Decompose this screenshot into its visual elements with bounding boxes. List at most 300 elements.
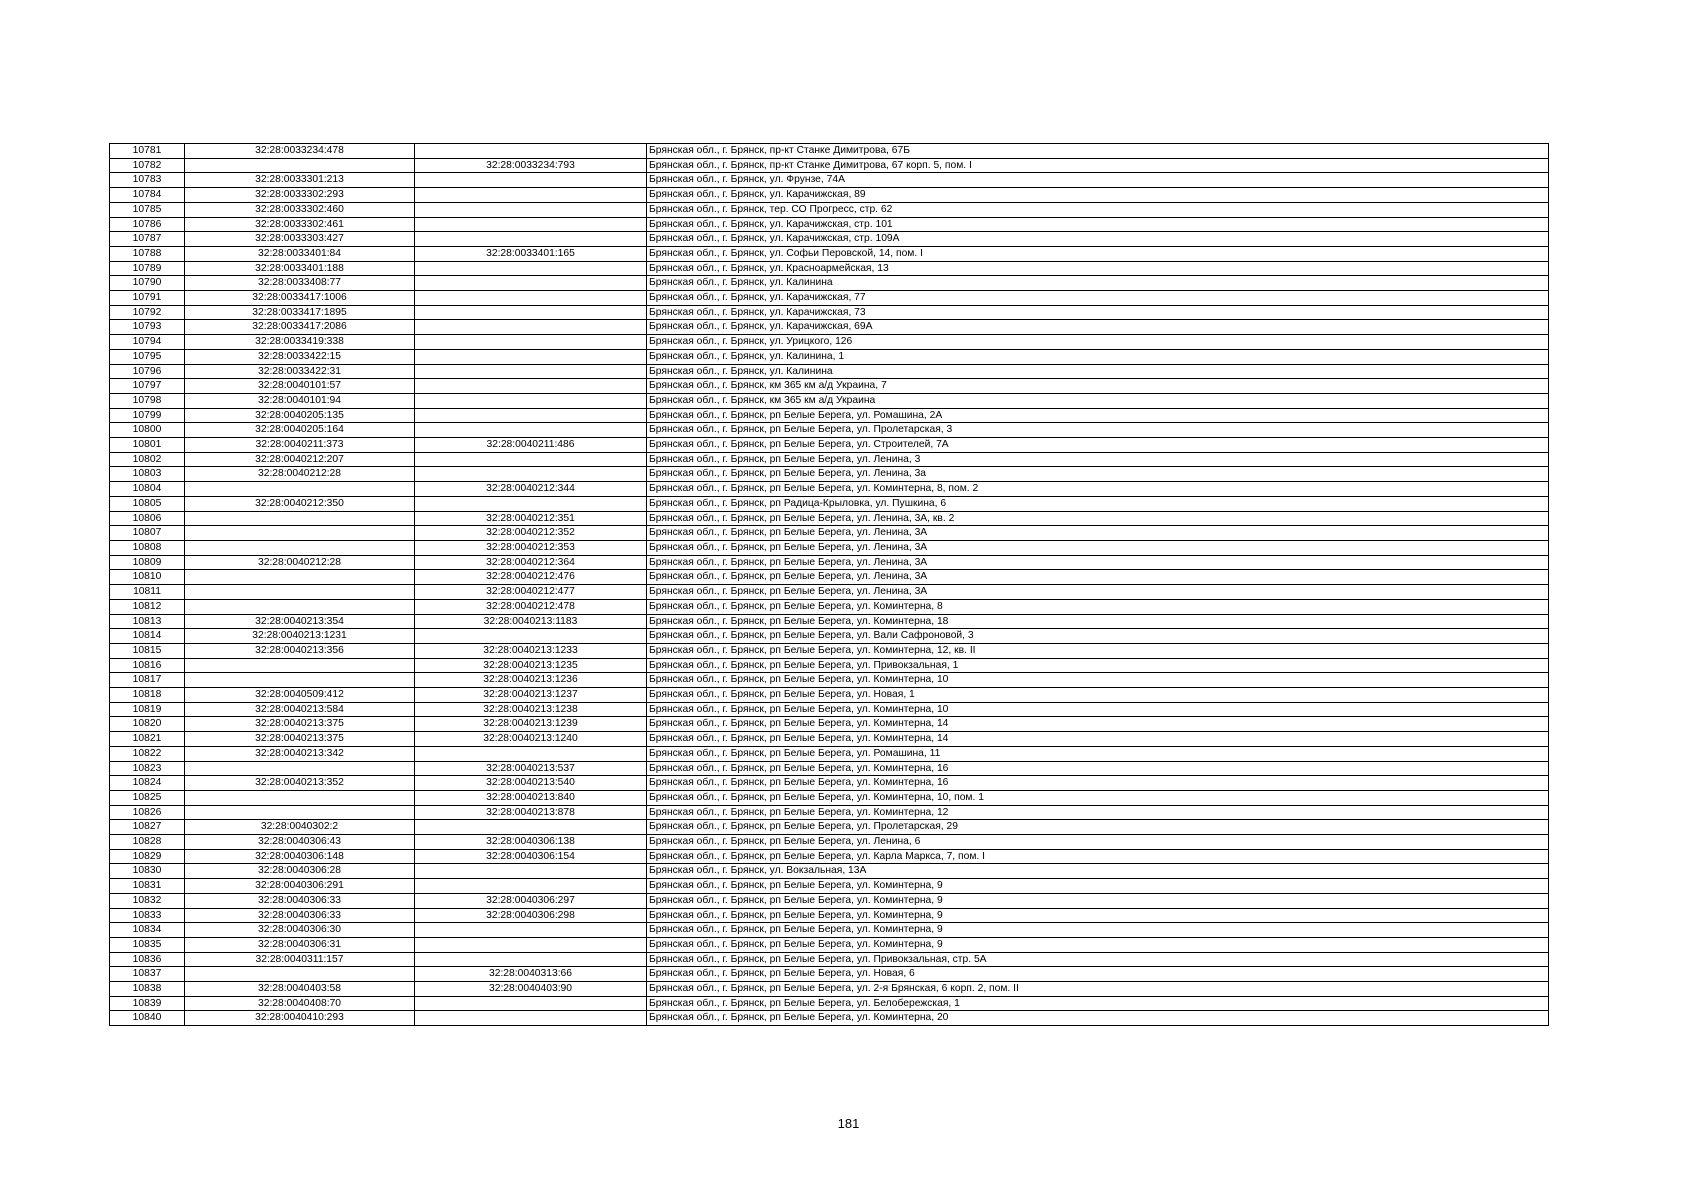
land-cadastral-number-cell: 32:28:0040311:157 <box>185 952 415 967</box>
address-cell: Брянская обл., г. Брянск, рп Белые Берега, ул. Белобережская, 1 <box>647 996 1549 1011</box>
table-row <box>110 893 1549 908</box>
address-cell: Брянская обл., г. Брянск, рп Белые Берега, ул. Ленина, 3А <box>647 585 1549 600</box>
building-cadastral-number-cell <box>415 276 647 291</box>
building-cadastral-number-cell: 32:28:0040306:154 <box>415 849 647 864</box>
land-cadastral-number-cell: 32:28:0040212:207 <box>185 452 415 467</box>
land-cadastral-number-cell: 32:28:0040302:2 <box>185 820 415 835</box>
land-cadastral-number-cell: 32:28:0033417:1006 <box>185 291 415 306</box>
address-cell: Брянская обл., г. Брянск, рп Белые Берега, ул. Ленина, 3А <box>647 555 1549 570</box>
row-number-cell: 10789 <box>110 261 185 276</box>
land-cadastral-number-cell: 32:28:0040205:135 <box>185 408 415 423</box>
building-cadastral-number-cell <box>415 864 647 879</box>
building-cadastral-number-cell: 32:28:0040213:1239 <box>415 717 647 732</box>
table-row <box>110 702 1549 717</box>
building-cadastral-number-cell <box>415 232 647 247</box>
address-cell: Брянская обл., г. Брянск, рп Белые Берега, ул. Коминтерна, 18 <box>647 614 1549 629</box>
row-number-cell: 10792 <box>110 305 185 320</box>
table-row <box>110 967 1549 982</box>
address-cell: Брянская обл., г. Брянск, рп Белые Берега, ул. Новая, 1 <box>647 688 1549 703</box>
address-cell: Брянская обл., г. Брянск, рп Белые Берега, ул. Новая, 6 <box>647 967 1549 982</box>
land-cadastral-number-cell: 32:28:0040213:356 <box>185 643 415 658</box>
land-cadastral-number-cell: 32:28:0040212:28 <box>185 555 415 570</box>
building-cadastral-number-cell <box>415 261 647 276</box>
table-row <box>110 320 1549 335</box>
address-cell: Брянская обл., г. Брянск, рп Белые Берега, ул. Ленина, 3А, кв. 2 <box>647 511 1549 526</box>
table-row <box>110 658 1549 673</box>
building-cadastral-number-cell <box>415 364 647 379</box>
land-cadastral-number-cell: 32:28:0040408:70 <box>185 996 415 1011</box>
address-cell: Брянская обл., г. Брянск, ул. Карачижская, 73 <box>647 305 1549 320</box>
row-number-cell: 10794 <box>110 335 185 350</box>
address-cell: Брянская обл., г. Брянск, рп Белые Берега, ул. Коминтерна, 12 <box>647 805 1549 820</box>
building-cadastral-number-cell: 32:28:0040213:840 <box>415 790 647 805</box>
building-cadastral-number-cell: 32:28:0040213:1233 <box>415 643 647 658</box>
land-cadastral-number-cell <box>185 158 415 173</box>
table-row <box>110 849 1549 864</box>
row-number-cell: 10788 <box>110 246 185 261</box>
address-cell: Брянская обл., г. Брянск, рп Белые Берега, ул. Коминтерна, 10, пом. 1 <box>647 790 1549 805</box>
table-row <box>110 908 1549 923</box>
land-cadastral-number-cell <box>185 570 415 585</box>
building-cadastral-number-cell: 32:28:0033401:165 <box>415 246 647 261</box>
land-cadastral-number-cell: 32:28:0040212:350 <box>185 496 415 511</box>
land-cadastral-number-cell: 32:28:0033419:338 <box>185 335 415 350</box>
table-row <box>110 629 1549 644</box>
row-number-cell: 10825 <box>110 790 185 805</box>
building-cadastral-number-cell: 32:28:0040213:537 <box>415 761 647 776</box>
address-cell: Брянская обл., г. Брянск, рп Белые Берега, ул. Привокзальная, стр. 5А <box>647 952 1549 967</box>
building-cadastral-number-cell: 32:28:0040212:353 <box>415 540 647 555</box>
table-row <box>110 673 1549 688</box>
address-cell: Брянская обл., г. Брянск, ул. Калинина <box>647 364 1549 379</box>
address-cell: Брянская обл., г. Брянск, рп Белые Берега, ул. Коминтерна, 16 <box>647 776 1549 791</box>
table-row <box>110 452 1549 467</box>
land-cadastral-number-cell <box>185 482 415 497</box>
table-row <box>110 261 1549 276</box>
row-number-cell: 10797 <box>110 379 185 394</box>
building-cadastral-number-cell <box>415 952 647 967</box>
address-cell: Брянская обл., г. Брянск, рп Белые Берега, ул. 2-я Брянская, 6 корп. 2, пом. II <box>647 982 1549 997</box>
land-cadastral-number-cell: 32:28:0040306:30 <box>185 923 415 938</box>
table-row <box>110 349 1549 364</box>
row-number-cell: 10835 <box>110 937 185 952</box>
address-cell: Брянская обл., г. Брянск, рп Белые Берега, ул. Коминтерна, 14 <box>647 732 1549 747</box>
table-row <box>110 246 1549 261</box>
land-cadastral-number-cell: 32:28:0033401:188 <box>185 261 415 276</box>
table-row <box>110 820 1549 835</box>
row-number-cell: 10830 <box>110 864 185 879</box>
land-cadastral-number-cell <box>185 585 415 600</box>
land-cadastral-number-cell <box>185 540 415 555</box>
address-cell: Брянская обл., г. Брянск, ул. Фрунзе, 74А <box>647 173 1549 188</box>
building-cadastral-number-cell: 32:28:0040213:1236 <box>415 673 647 688</box>
page-number: 181 <box>837 1116 860 1131</box>
building-cadastral-number-cell: 32:28:0040313:66 <box>415 967 647 982</box>
land-cadastral-number-cell: 32:28:0040410:293 <box>185 1011 415 1026</box>
row-number-cell: 10820 <box>110 717 185 732</box>
land-cadastral-number-cell: 32:28:0040211:373 <box>185 438 415 453</box>
row-number-cell: 10824 <box>110 776 185 791</box>
address-cell: Брянская обл., г. Брянск, км 365 км а/д Украина, 7 <box>647 379 1549 394</box>
row-number-cell: 10806 <box>110 511 185 526</box>
table-row <box>110 482 1549 497</box>
address-cell: Брянская обл., г. Брянск, ул. Карачижская, 69А <box>647 320 1549 335</box>
land-cadastral-number-cell: 32:28:0033234:478 <box>185 144 415 159</box>
address-cell: Брянская обл., г. Брянск, рп Белые Берега, ул. Коминтерна, 9 <box>647 923 1549 938</box>
building-cadastral-number-cell: 32:28:0040212:477 <box>415 585 647 600</box>
row-number-cell: 10807 <box>110 526 185 541</box>
row-number-cell: 10838 <box>110 982 185 997</box>
address-cell: Брянская обл., г. Брянск, пр-кт Станке Димитрова, 67 корп. 5, пом. I <box>647 158 1549 173</box>
building-cadastral-number-cell <box>415 452 647 467</box>
land-cadastral-number-cell: 32:28:0033417:2086 <box>185 320 415 335</box>
table-row <box>110 614 1549 629</box>
building-cadastral-number-cell: 32:28:0040213:1237 <box>415 688 647 703</box>
table-row <box>110 688 1549 703</box>
table-row <box>110 379 1549 394</box>
address-cell: Брянская обл., г. Брянск, ул. Карачижская, 89 <box>647 188 1549 203</box>
land-cadastral-number-cell <box>185 658 415 673</box>
land-cadastral-number-cell: 32:28:0040306:31 <box>185 937 415 952</box>
row-number-cell: 10799 <box>110 408 185 423</box>
table-row <box>110 511 1549 526</box>
address-cell: Брянская обл., г. Брянск, рп Белые Берега, ул. Коминтерна, 10 <box>647 673 1549 688</box>
building-cadastral-number-cell <box>415 629 647 644</box>
table-row <box>110 805 1549 820</box>
building-cadastral-number-cell <box>415 923 647 938</box>
building-cadastral-number-cell <box>415 820 647 835</box>
row-number-cell: 10785 <box>110 202 185 217</box>
building-cadastral-number-cell: 32:28:0040306:138 <box>415 835 647 850</box>
land-cadastral-number-cell: 32:28:0040306:33 <box>185 893 415 908</box>
row-number-cell: 10808 <box>110 540 185 555</box>
address-cell: Брянская обл., г. Брянск, рп Белые Берега, ул. Ленина, 3 <box>647 452 1549 467</box>
table-row <box>110 232 1549 247</box>
building-cadastral-number-cell: 32:28:0040213:878 <box>415 805 647 820</box>
row-number-cell: 10840 <box>110 1011 185 1026</box>
address-cell: Брянская обл., г. Брянск, рп Белые Берега, ул. Привокзальная, 1 <box>647 658 1549 673</box>
building-cadastral-number-cell <box>415 349 647 364</box>
address-cell: Брянская обл., г. Брянск, рп Белые Берега, ул. Вали Сафроновой, 3 <box>647 629 1549 644</box>
building-cadastral-number-cell <box>415 937 647 952</box>
row-number-cell: 10818 <box>110 688 185 703</box>
building-cadastral-number-cell <box>415 1011 647 1026</box>
address-cell: Брянская обл., г. Брянск, рп Белые Берега, ул. Коминтерна, 10 <box>647 702 1549 717</box>
address-cell: Брянская обл., г. Брянск, ул. Урицкого, 126 <box>647 335 1549 350</box>
building-cadastral-number-cell: 32:28:0040213:1240 <box>415 732 647 747</box>
land-cadastral-number-cell: 32:28:0040101:57 <box>185 379 415 394</box>
land-cadastral-number-cell: 32:28:0033422:31 <box>185 364 415 379</box>
table-row <box>110 188 1549 203</box>
building-cadastral-number-cell: 32:28:0040213:540 <box>415 776 647 791</box>
land-cadastral-number-cell: 32:28:0033301:213 <box>185 173 415 188</box>
building-cadastral-number-cell <box>415 423 647 438</box>
address-cell: Брянская обл., г. Брянск, ул. Софьи Перовской, 14, пом. I <box>647 246 1549 261</box>
building-cadastral-number-cell: 32:28:0040213:1238 <box>415 702 647 717</box>
row-number-cell: 10817 <box>110 673 185 688</box>
land-cadastral-number-cell: 32:28:0033302:460 <box>185 202 415 217</box>
table-row <box>110 467 1549 482</box>
table-row <box>110 937 1549 952</box>
row-number-cell: 10827 <box>110 820 185 835</box>
table-row <box>110 364 1549 379</box>
table-row <box>110 202 1549 217</box>
building-cadastral-number-cell <box>415 996 647 1011</box>
building-cadastral-number-cell <box>415 291 647 306</box>
table-row <box>110 599 1549 614</box>
table-row <box>110 879 1549 894</box>
building-cadastral-number-cell <box>415 467 647 482</box>
table-row <box>110 276 1549 291</box>
building-cadastral-number-cell <box>415 202 647 217</box>
land-cadastral-number-cell: 32:28:0040306:148 <box>185 849 415 864</box>
land-cadastral-number-cell: 32:28:0040306:33 <box>185 908 415 923</box>
address-cell: Брянская обл., г. Брянск, рп Белые Берега, ул. Коминтерна, 9 <box>647 937 1549 952</box>
building-cadastral-number-cell: 32:28:0040213:1183 <box>415 614 647 629</box>
row-number-cell: 10829 <box>110 849 185 864</box>
address-cell: Брянская обл., г. Брянск, рп Белые Берега, ул. Ленина, 3А <box>647 570 1549 585</box>
row-number-cell: 10831 <box>110 879 185 894</box>
address-cell: Брянская обл., г. Брянск, ул. Калинина, 1 <box>647 349 1549 364</box>
table-row <box>110 526 1549 541</box>
building-cadastral-number-cell <box>415 496 647 511</box>
table-row <box>110 496 1549 511</box>
address-cell: Брянская обл., г. Брянск, рп Белые Берега, ул. Коминтерна, 8 <box>647 599 1549 614</box>
table-row <box>110 746 1549 761</box>
address-cell: Брянская обл., г. Брянск, рп Белые Берега, ул. Ромашина, 2А <box>647 408 1549 423</box>
land-cadastral-number-cell: 32:28:0033302:293 <box>185 188 415 203</box>
row-number-cell: 10826 <box>110 805 185 820</box>
building-cadastral-number-cell <box>415 188 647 203</box>
table-row <box>110 408 1549 423</box>
building-cadastral-number-cell: 32:28:0040212:476 <box>415 570 647 585</box>
row-number-cell: 10786 <box>110 217 185 232</box>
address-cell: Брянская обл., г. Брянск, рп Белые Берега, ул. Ленина, 3А <box>647 526 1549 541</box>
row-number-cell: 10814 <box>110 629 185 644</box>
address-cell: Брянская обл., г. Брянск, рп Белые Берега, ул. Строителей, 7А <box>647 438 1549 453</box>
land-cadastral-number-cell <box>185 967 415 982</box>
land-cadastral-number-cell: 32:28:0033401:84 <box>185 246 415 261</box>
row-number-cell: 10782 <box>110 158 185 173</box>
land-cadastral-number-cell: 32:28:0033408:77 <box>185 276 415 291</box>
row-number-cell: 10787 <box>110 232 185 247</box>
row-number-cell: 10815 <box>110 643 185 658</box>
land-cadastral-number-cell: 32:28:0033417:1895 <box>185 305 415 320</box>
table-row <box>110 423 1549 438</box>
land-cadastral-number-cell: 32:28:0040509:412 <box>185 688 415 703</box>
land-cadastral-number-cell <box>185 526 415 541</box>
address-cell: Брянская обл., г. Брянск, рп Белые Берега, ул. Ленина, 3а <box>647 467 1549 482</box>
land-cadastral-number-cell: 32:28:0040101:94 <box>185 393 415 408</box>
row-number-cell: 10823 <box>110 761 185 776</box>
address-cell: Брянская обл., г. Брянск, рп Белые Берега, ул. Коминтерна, 8, пом. 2 <box>647 482 1549 497</box>
row-number-cell: 10812 <box>110 599 185 614</box>
row-number-cell: 10783 <box>110 173 185 188</box>
land-cadastral-number-cell <box>185 805 415 820</box>
row-number-cell: 10801 <box>110 438 185 453</box>
land-cadastral-number-cell: 32:28:0040213:584 <box>185 702 415 717</box>
address-cell: Брянская обл., г. Брянск, ул. Вокзальная, 13А <box>647 864 1549 879</box>
table-row <box>110 776 1549 791</box>
address-cell: Брянская обл., г. Брянск, рп Белые Берега, ул. Ромашина, 11 <box>647 746 1549 761</box>
table-row <box>110 982 1549 997</box>
table-row <box>110 643 1549 658</box>
land-cadastral-number-cell: 32:28:0033302:461 <box>185 217 415 232</box>
row-number-cell: 10813 <box>110 614 185 629</box>
address-cell: Брянская обл., г. Брянск, рп Белые Берега, ул. Ленина, 6 <box>647 835 1549 850</box>
row-number-cell: 10833 <box>110 908 185 923</box>
address-cell: Брянская обл., г. Брянск, рп Белые Берега, ул. Коминтерна, 9 <box>647 879 1549 894</box>
building-cadastral-number-cell: 32:28:0040212:364 <box>415 555 647 570</box>
land-cadastral-number-cell: 32:28:0040213:342 <box>185 746 415 761</box>
row-number-cell: 10837 <box>110 967 185 982</box>
row-number-cell: 10834 <box>110 923 185 938</box>
building-cadastral-number-cell <box>415 335 647 350</box>
row-number-cell: 10822 <box>110 746 185 761</box>
address-cell: Брянская обл., г. Брянск, ул. Калинина <box>647 276 1549 291</box>
table-row <box>110 835 1549 850</box>
address-cell: Брянская обл., г. Брянск, ул. Карачижская, стр. 109А <box>647 232 1549 247</box>
building-cadastral-number-cell <box>415 217 647 232</box>
address-cell: Брянская обл., г. Брянск, ул. Красноармейская, 13 <box>647 261 1549 276</box>
row-number-cell: 10819 <box>110 702 185 717</box>
building-cadastral-number-cell: 32:28:0033234:793 <box>415 158 647 173</box>
row-number-cell: 10802 <box>110 452 185 467</box>
row-number-cell: 10790 <box>110 276 185 291</box>
table-row <box>110 438 1549 453</box>
building-cadastral-number-cell: 32:28:0040212:344 <box>415 482 647 497</box>
address-cell: Брянская обл., г. Брянск, рп Белые Берега, ул. Коминтерна, 14 <box>647 717 1549 732</box>
row-number-cell: 10803 <box>110 467 185 482</box>
building-cadastral-number-cell <box>415 144 647 159</box>
address-cell: Брянская обл., г. Брянск, рп Белые Берега, ул. Карла Маркса, 7, пом. I <box>647 849 1549 864</box>
address-cell: Брянская обл., г. Брянск, рп Белые Берега, ул. Коминтерна, 12, кв. II <box>647 643 1549 658</box>
table-row <box>110 1011 1549 1026</box>
table-row <box>110 217 1549 232</box>
address-cell: Брянская обл., г. Брянск, рп Белые Берега, ул. Ленина, 3А <box>647 540 1549 555</box>
land-cadastral-number-cell: 32:28:0040306:291 <box>185 879 415 894</box>
table-row <box>110 923 1549 938</box>
address-cell: Брянская обл., г. Брянск, рп Белые Берега, ул. Пролетарская, 3 <box>647 423 1549 438</box>
building-cadastral-number-cell <box>415 320 647 335</box>
register-table-body <box>110 144 1549 1026</box>
land-cadastral-number-cell: 32:28:0040205:164 <box>185 423 415 438</box>
address-cell: Брянская обл., г. Брянск, км 365 км а/д Украина <box>647 393 1549 408</box>
row-number-cell: 10832 <box>110 893 185 908</box>
row-number-cell: 10809 <box>110 555 185 570</box>
land-cadastral-number-cell <box>185 511 415 526</box>
building-cadastral-number-cell: 32:28:0040212:351 <box>415 511 647 526</box>
land-cadastral-number-cell: 32:28:0033303:427 <box>185 232 415 247</box>
land-cadastral-number-cell: 32:28:0033422:15 <box>185 349 415 364</box>
building-cadastral-number-cell <box>415 379 647 394</box>
table-row <box>110 585 1549 600</box>
row-number-cell: 10798 <box>110 393 185 408</box>
address-cell: Брянская обл., г. Брянск, ул. Карачижская, стр. 101 <box>647 217 1549 232</box>
address-cell: Брянская обл., г. Брянск, рп Белые Берега, ул. Пролетарская, 29 <box>647 820 1549 835</box>
table-row <box>110 555 1549 570</box>
row-number-cell: 10800 <box>110 423 185 438</box>
land-cadastral-number-cell: 32:28:0040403:58 <box>185 982 415 997</box>
building-cadastral-number-cell <box>415 408 647 423</box>
address-cell: Брянская обл., г. Брянск, рп Белые Берега, ул. Коминтерна, 16 <box>647 761 1549 776</box>
land-cadastral-number-cell <box>185 599 415 614</box>
address-cell: Брянская обл., г. Брянск, ул. Карачижская, 77 <box>647 291 1549 306</box>
building-cadastral-number-cell <box>415 393 647 408</box>
table-row <box>110 173 1549 188</box>
row-number-cell: 10805 <box>110 496 185 511</box>
table-row <box>110 540 1549 555</box>
table-row <box>110 864 1549 879</box>
table-row <box>110 144 1549 159</box>
row-number-cell: 10839 <box>110 996 185 1011</box>
address-cell: Брянская обл., г. Брянск, рп Белые Берега, ул. Коминтерна, 9 <box>647 893 1549 908</box>
building-cadastral-number-cell: 32:28:0040212:478 <box>415 599 647 614</box>
table-row <box>110 732 1549 747</box>
table-row <box>110 305 1549 320</box>
table-row <box>110 717 1549 732</box>
table-row <box>110 790 1549 805</box>
building-cadastral-number-cell <box>415 879 647 894</box>
property-register-table <box>109 143 1549 1026</box>
land-cadastral-number-cell <box>185 673 415 688</box>
row-number-cell: 10795 <box>110 349 185 364</box>
address-cell: Брянская обл., г. Брянск, рп Белые Берега, ул. Коминтерна, 9 <box>647 908 1549 923</box>
building-cadastral-number-cell: 32:28:0040213:1235 <box>415 658 647 673</box>
row-number-cell: 10791 <box>110 291 185 306</box>
row-number-cell: 10810 <box>110 570 185 585</box>
land-cadastral-number-cell: 32:28:0040306:28 <box>185 864 415 879</box>
address-cell: Брянская обл., г. Брянск, тер. СО Прогресс, стр. 62 <box>647 202 1549 217</box>
table-row <box>110 335 1549 350</box>
row-number-cell: 10804 <box>110 482 185 497</box>
row-number-cell: 10796 <box>110 364 185 379</box>
table-row <box>110 393 1549 408</box>
building-cadastral-number-cell: 32:28:0040306:298 <box>415 908 647 923</box>
row-number-cell: 10781 <box>110 144 185 159</box>
row-number-cell: 10811 <box>110 585 185 600</box>
row-number-cell: 10821 <box>110 732 185 747</box>
table-row <box>110 996 1549 1011</box>
table-row <box>110 291 1549 306</box>
land-cadastral-number-cell: 32:28:0040213:354 <box>185 614 415 629</box>
building-cadastral-number-cell: 32:28:0040403:90 <box>415 982 647 997</box>
address-cell: Брянская обл., г. Брянск, пр-кт Станке Димитрова, 67Б <box>647 144 1549 159</box>
row-number-cell: 10828 <box>110 835 185 850</box>
land-cadastral-number-cell: 32:28:0040213:1231 <box>185 629 415 644</box>
table-row <box>110 952 1549 967</box>
table-row <box>110 570 1549 585</box>
building-cadastral-number-cell <box>415 305 647 320</box>
building-cadastral-number-cell: 32:28:0040212:352 <box>415 526 647 541</box>
row-number-cell: 10836 <box>110 952 185 967</box>
land-cadastral-number-cell: 32:28:0040213:375 <box>185 717 415 732</box>
table-row <box>110 158 1549 173</box>
building-cadastral-number-cell: 32:28:0040211:486 <box>415 438 647 453</box>
land-cadastral-number-cell <box>185 761 415 776</box>
row-number-cell: 10816 <box>110 658 185 673</box>
land-cadastral-number-cell: 32:28:0040213:352 <box>185 776 415 791</box>
land-cadastral-number-cell <box>185 790 415 805</box>
address-cell: Брянская обл., г. Брянск, рп Радица-Крыловка, ул. Пушкина, 6 <box>647 496 1549 511</box>
row-number-cell: 10793 <box>110 320 185 335</box>
land-cadastral-number-cell: 32:28:0040212:28 <box>185 467 415 482</box>
building-cadastral-number-cell <box>415 173 647 188</box>
land-cadastral-number-cell: 32:28:0040213:375 <box>185 732 415 747</box>
land-cadastral-number-cell: 32:28:0040306:43 <box>185 835 415 850</box>
building-cadastral-number-cell: 32:28:0040306:297 <box>415 893 647 908</box>
table-row <box>110 761 1549 776</box>
